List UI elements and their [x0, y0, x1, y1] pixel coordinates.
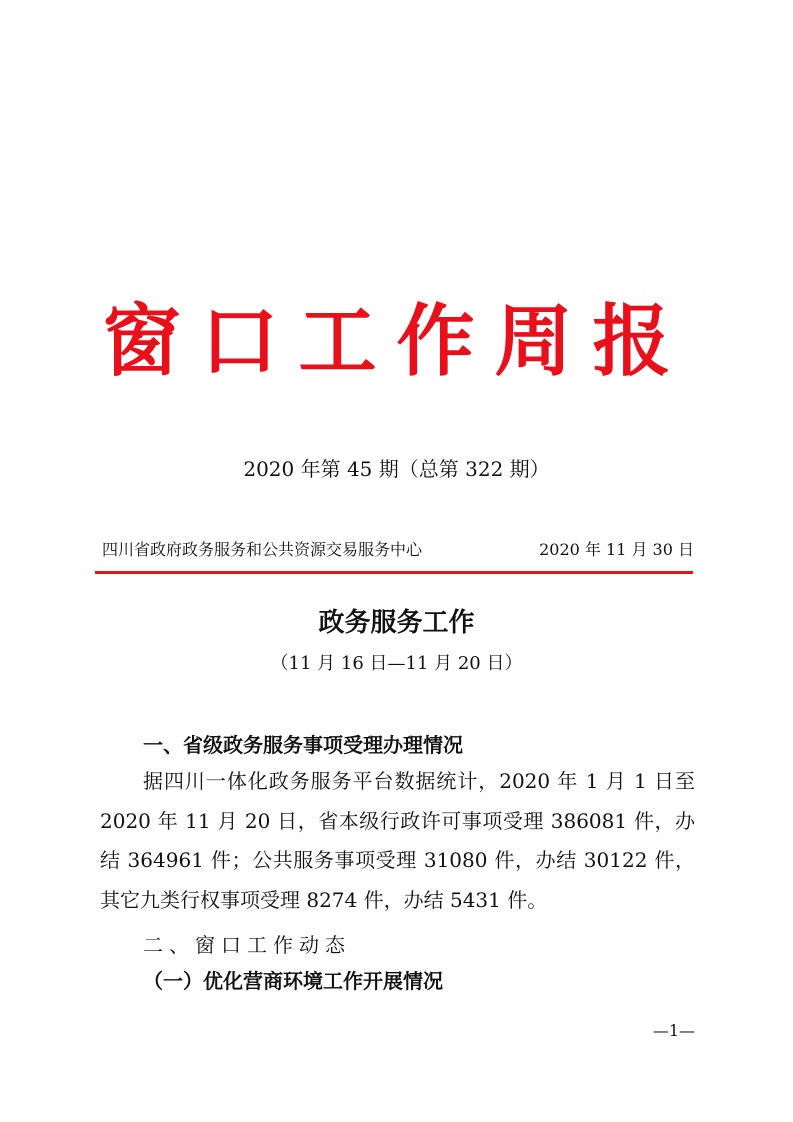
- issue-date: 2020 年 11 月 30 日: [539, 540, 694, 559]
- page-number: —1—: [652, 1021, 695, 1040]
- statistics-paragraph: 据四川一体化政务服务平台数据统计，2020 年 1 月 1 日至 2020 年 11 月 20 日，省本级行政许可事项受理 386081 件，办结 364961 件；公共服务事项受理 31080 件，办结 30122 件，其它九类行权事项受理 8274 件，办结 5431 件。: [100, 769, 695, 912]
- section-date-range: （11 月 16 日—11 月 20 日）: [270, 653, 523, 674]
- issuing-agency: 四川省政府政务服务和公共资源交易服务中心: [102, 540, 423, 559]
- issue-number: 2020 年第 45 期（总第 322 期）: [243, 457, 550, 481]
- heading-provincial-items: 一、省级政务服务事项受理办理情况: [143, 733, 463, 757]
- header-divider: [95, 571, 693, 574]
- subheading-business-environment: （一）优化营商环境工作开展情况: [143, 969, 443, 993]
- heading-window-updates: 二、窗口工作动态: [143, 933, 351, 957]
- section-title: 政务服务工作: [318, 608, 475, 638]
- masthead-title: 窗口工作周报: [102, 296, 691, 387]
